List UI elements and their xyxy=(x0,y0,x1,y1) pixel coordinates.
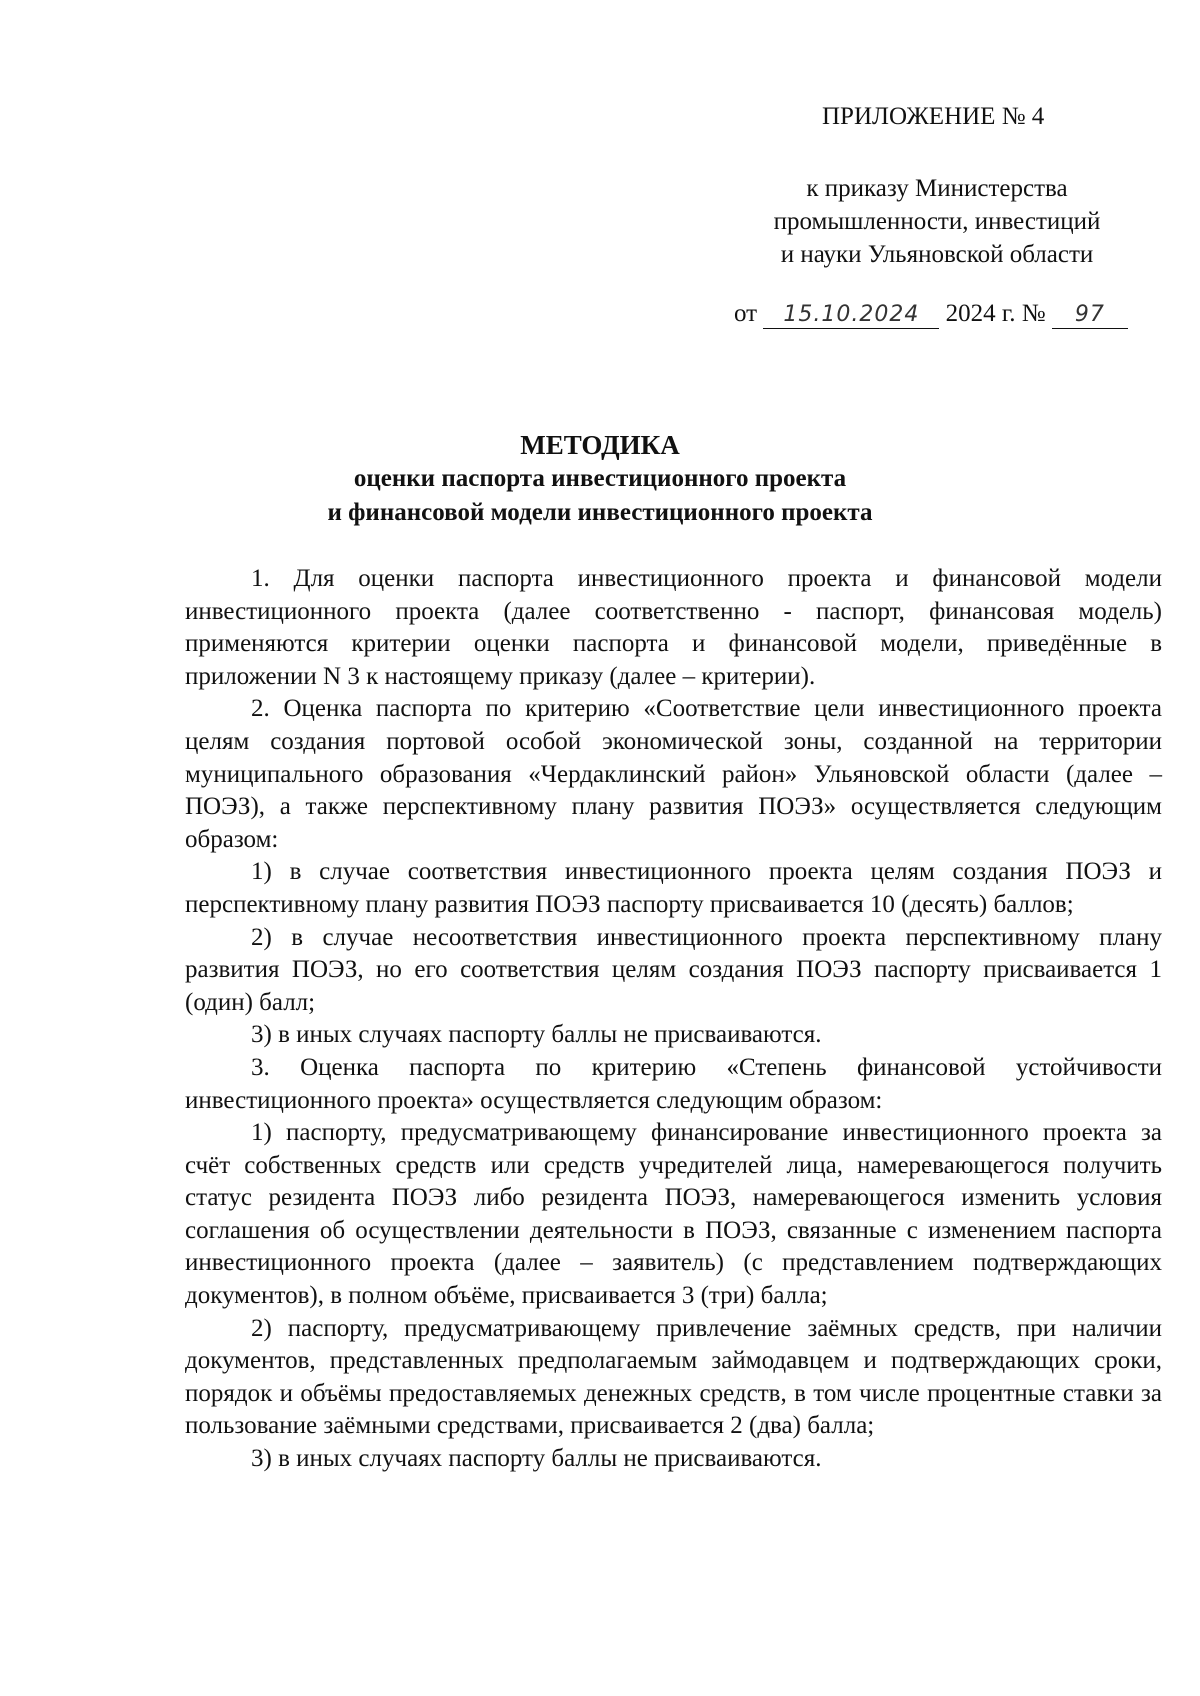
paragraph: 3) в иных случаях паспорту баллы не присваиваются. xyxy=(251,1445,822,1473)
paragraph: 3. Оценка паспорта по критерию «Степень финансовой устойчивости инвестиционного проекта» осуществляется следующим образом: xyxy=(185,1053,1162,1114)
document-subtitle-line: и финансовой модели инвестиционного проекта xyxy=(327,499,873,526)
order-reference-line: и науки Ульяновской области xyxy=(780,241,1094,268)
paragraph: 1) паспорту, предусматривающему финансирование инвестиционного проекта за счёт собственных средств или средств учредителей лица, намеревающегося получить статус резидента ПОЭЗ либо резидента ПОЭЗ, намеревающегося изменить условия соглашения об осуществлении деятельности в ПОЭЗ, связанные с изменением паспорта инвестиционного проекта (далее – заявитель) (с представлением подтверждающих документов), в полном объёме, присваивается 3 (три) балла; xyxy=(185,1119,1162,1310)
handwritten-order-number: 97 xyxy=(1052,302,1128,329)
document-title: МЕТОДИКА xyxy=(520,430,680,460)
order-prefix: от xyxy=(734,300,758,327)
appendix-label: ПРИЛОЖЕНИЕ № 4 xyxy=(822,103,1045,130)
paragraph: 2) паспорту, предусматривающему привлечение заёмных средств, при наличии документов, представленных предполагаемым займодавцем и подтверждающих сроки, порядок и объёмы предоставляемых денежных средств, в том числе процентные ставки за пользование заёмными средствами, присваивается 2 (два) балла; xyxy=(185,1314,1162,1440)
paragraph: 3) в иных случаях паспорту баллы не присваиваются. xyxy=(251,1021,822,1049)
order-year-text: 2024 г. № xyxy=(945,300,1046,327)
paragraph: 2) в случае несоответствия инвестиционного проекта перспективному плану развития ПОЭЗ, но его соответствия целям создания ПОЭЗ паспорту присваивается 1 (один) балл; xyxy=(185,923,1162,1016)
order-reference-line: к приказу Министерства xyxy=(806,175,1068,202)
document-subtitle xyxy=(0,462,1200,530)
paragraph: 1) в случае соответствия инвестиционного проекта целям создания ПОЭЗ и перспективному плану развития ПОЭЗ паспорту присваивается 10 (десять) баллов; xyxy=(185,858,1162,918)
document-body xyxy=(185,563,1162,1476)
paragraph: 1. Для оценки паспорта инвестиционного проекта и финансовой модели инвестиционного проекта (далее соответственно - паспорт, финансовая модель) применяются критерии оценки паспорта и финансовой модели, приведённые в приложении N 3 к настоящему приказу (далее – критерии). xyxy=(185,565,1162,690)
paragraph: 2. Оценка паспорта по критерию «Соответствие цели инвестиционного проекта целям создания портовой особой экономической зоны, созданной на территории муниципального образования «Чердаклинский район» Ульяновской области (далее – ПОЭЗ), а также перспективному плану развития ПОЭЗ» осуществляется следующим образом: xyxy=(185,695,1162,853)
document-subtitle-line: оценки паспорта инвестиционного проекта xyxy=(353,465,847,492)
order-reference-line: промышленности, инвестиций xyxy=(773,208,1101,235)
order-reference xyxy=(752,172,1122,271)
handwritten-order-date: 15.10.2024 xyxy=(763,302,939,329)
order-date-number-line xyxy=(734,298,1128,330)
